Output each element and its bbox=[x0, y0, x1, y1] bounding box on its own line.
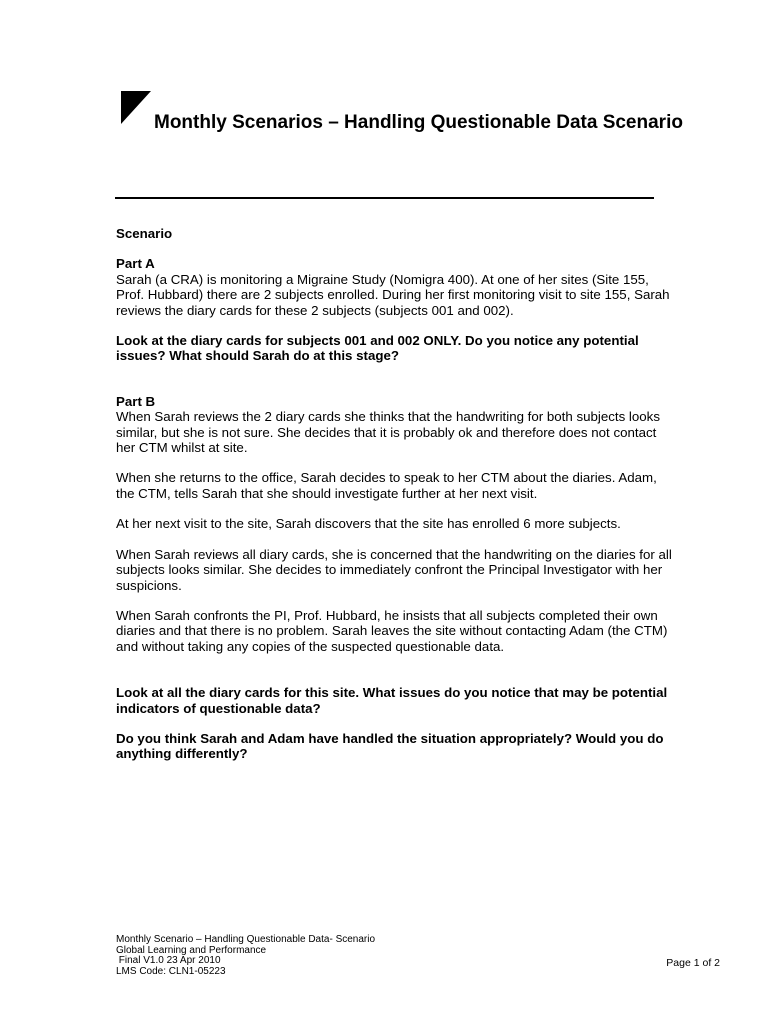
part-b-paragraph: When Sarah reviews all diary cards, she is concerned that the handwriting on the diaries for all subjects looks similar. She decides to immediately confront the Principal Investigator with her suspicions. bbox=[116, 546, 672, 593]
part-b-question: Do you think Sarah and Adam have handled the situation appropriately? Would you do anything differently? bbox=[116, 730, 664, 762]
part-b-question: Look at all the diary cards for this site. What issues do you notice that may be potential indicators of questionable data? bbox=[116, 685, 668, 716]
part-a-body: Sarah (a CRA) is monitoring a Migraine Study (Nomigra 400). At one of her sites (Site 155, Prof. Hubbard) there are 2 subjects enrolled. During her first monitoring visit to site 155, Sarah reviews the diary cards for these 2 subjects (subjects 001 and 002). bbox=[116, 271, 670, 318]
footer-department: Global Learning and Performance bbox=[116, 944, 267, 956]
part-a-heading: Part A bbox=[116, 256, 155, 272]
part-b-paragraph: When Sarah confronts the PI, Prof. Hubbard, he insists that all subjects completed their own diaries and that there is no problem. Sarah leaves the site without contacting Adam (the CTM) and without taking any copies of the suspected questionable data. bbox=[116, 607, 668, 654]
section-heading: Scenario bbox=[116, 226, 173, 241]
part-b-paragraph: At her next visit to the site, Sarah discovers that the site has enrolled 6 more subjects. bbox=[116, 516, 621, 532]
page-title: Monthly Scenarios – Handling Questionable Data Scenario bbox=[154, 112, 683, 133]
corner-triangle-icon bbox=[121, 91, 151, 124]
part-a-question: Look at the diary cards for subjects 001 and 002 ONLY. Do you notice any potential issues? What should Sarah do at this stage? bbox=[116, 333, 639, 364]
part-b-paragraph: When Sarah reviews the 2 diary cards she thinks that the handwriting for both subjects looks similar, but she is not sure. She decides that it is probably ok and therefore does not contact her CTM whilst at site. bbox=[116, 409, 660, 456]
footer-doc-title: Monthly Scenario – Handling Questionable Data- Scenario bbox=[116, 934, 376, 945]
footer-lms-code: LMS Code: CLN1-05223 bbox=[116, 965, 226, 977]
part-b-paragraph: When she returns to the office, Sarah decides to speak to her CTM about the diaries. Adam, the CTM, tells Sarah that she should investigate further at her next visit. bbox=[116, 470, 657, 501]
page-footer bbox=[116, 935, 375, 977]
part-b-heading: Part B bbox=[116, 393, 156, 409]
footer-version: Final V1.0 23 Apr 2010 bbox=[116, 955, 221, 967]
document-body bbox=[116, 226, 676, 762]
page-number: Page 1 of 2 bbox=[666, 957, 720, 969]
title-divider bbox=[115, 197, 654, 199]
